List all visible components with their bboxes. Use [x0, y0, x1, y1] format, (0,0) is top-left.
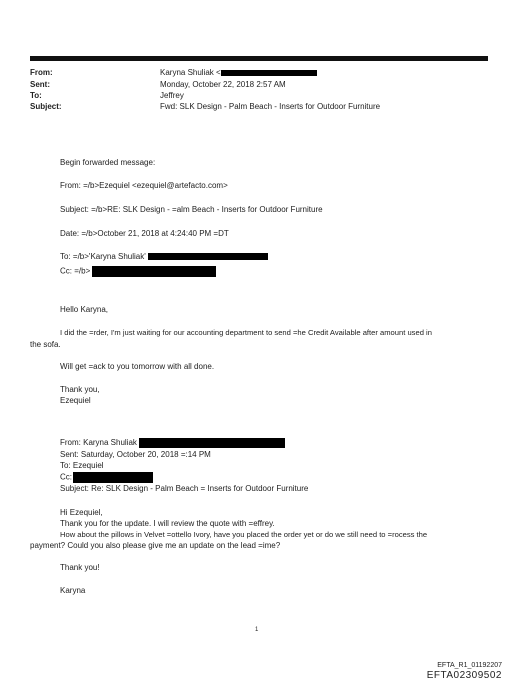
reply-body-line2: the sofa. [30, 340, 61, 349]
forward-begin: Begin forwarded message: [60, 158, 156, 167]
to-value: Jeffrey [160, 91, 184, 100]
forward-subject: Subject: =/b>RE: SLK Design - =alm Beach - Inserts for Outdoor Furniture [60, 205, 323, 214]
quoted-thanks: Thank you! [60, 563, 100, 572]
reply-greeting: Hello Karyna, [60, 305, 109, 314]
redaction-bar [92, 266, 216, 277]
quoted-signature: Karyna [60, 586, 86, 595]
forward-date: Date: =/b>October 21, 2018 at 4:24:40 PM =DT [60, 229, 229, 238]
quoted-cc-text: Cc: [60, 472, 72, 482]
quoted-subject: Subject: Re: SLK Design - Palm Beach = Inserts for Outdoor Furniture [60, 484, 309, 493]
quoted-line2: How about the pillows in Velvet =ottello Ivory, have you placed the order yet or do we still need to =rocess the [60, 530, 428, 539]
reply-body-line1: I did the =rder, I'm just waiting for our accounting department to send =he Credit Available after amount used in [60, 328, 432, 337]
page-number: 1 [255, 627, 259, 633]
footer-ref-2: EFTA02309502 [426, 670, 502, 681]
subject-label: Subject: [30, 102, 62, 111]
from-label: From: [30, 68, 53, 77]
sent-value: Monday, October 22, 2018 2:57 AM [160, 80, 286, 89]
redaction-bar [73, 472, 153, 483]
quoted-cc [60, 472, 153, 483]
forward-cc-text: Cc: =/b> [60, 266, 91, 276]
forward-cc [60, 266, 216, 277]
forward-to-text: To: =/b>'Karyna Shuliak' [60, 252, 146, 261]
to-label: To: [30, 91, 42, 100]
quoted-line1: Thank you for the update. I will review the quote with =effrey. [60, 519, 275, 528]
from-value [160, 68, 317, 78]
header-rule [30, 56, 488, 61]
sent-label: Sent: [30, 80, 50, 89]
forward-to [60, 252, 268, 262]
footer-ref-1: EFTA_R1_01192207 [437, 662, 502, 669]
from-name: Karyna Shuliak < [160, 68, 221, 77]
reply-thanks: Thank you, [60, 385, 100, 394]
quoted-line3: payment? Could you also please give me an update on the lead =ime? [30, 541, 281, 550]
redaction-bar [148, 253, 268, 260]
redaction-bar [221, 70, 317, 76]
reply-followup: Will get =ack to you tomorrow with all done. [60, 362, 215, 371]
redaction-bar [139, 438, 285, 448]
quoted-from [60, 438, 285, 448]
forward-from: From: =/b>Ezequiel <ezequiel@artefacto.com> [60, 181, 228, 190]
subject-value: Fwd: SLK Design - Palm Beach - Inserts for Outdoor Furniture [160, 102, 381, 111]
quoted-greeting: Hi Ezequiel, [60, 508, 103, 517]
quoted-to: To: Ezequiel [60, 461, 104, 470]
reply-signature: Ezequiel [60, 396, 91, 405]
quoted-from-text: From: Karyna Shuliak [60, 438, 137, 448]
quoted-sent: Sent: Saturday, October 20, 2018 =:14 PM [60, 450, 211, 459]
